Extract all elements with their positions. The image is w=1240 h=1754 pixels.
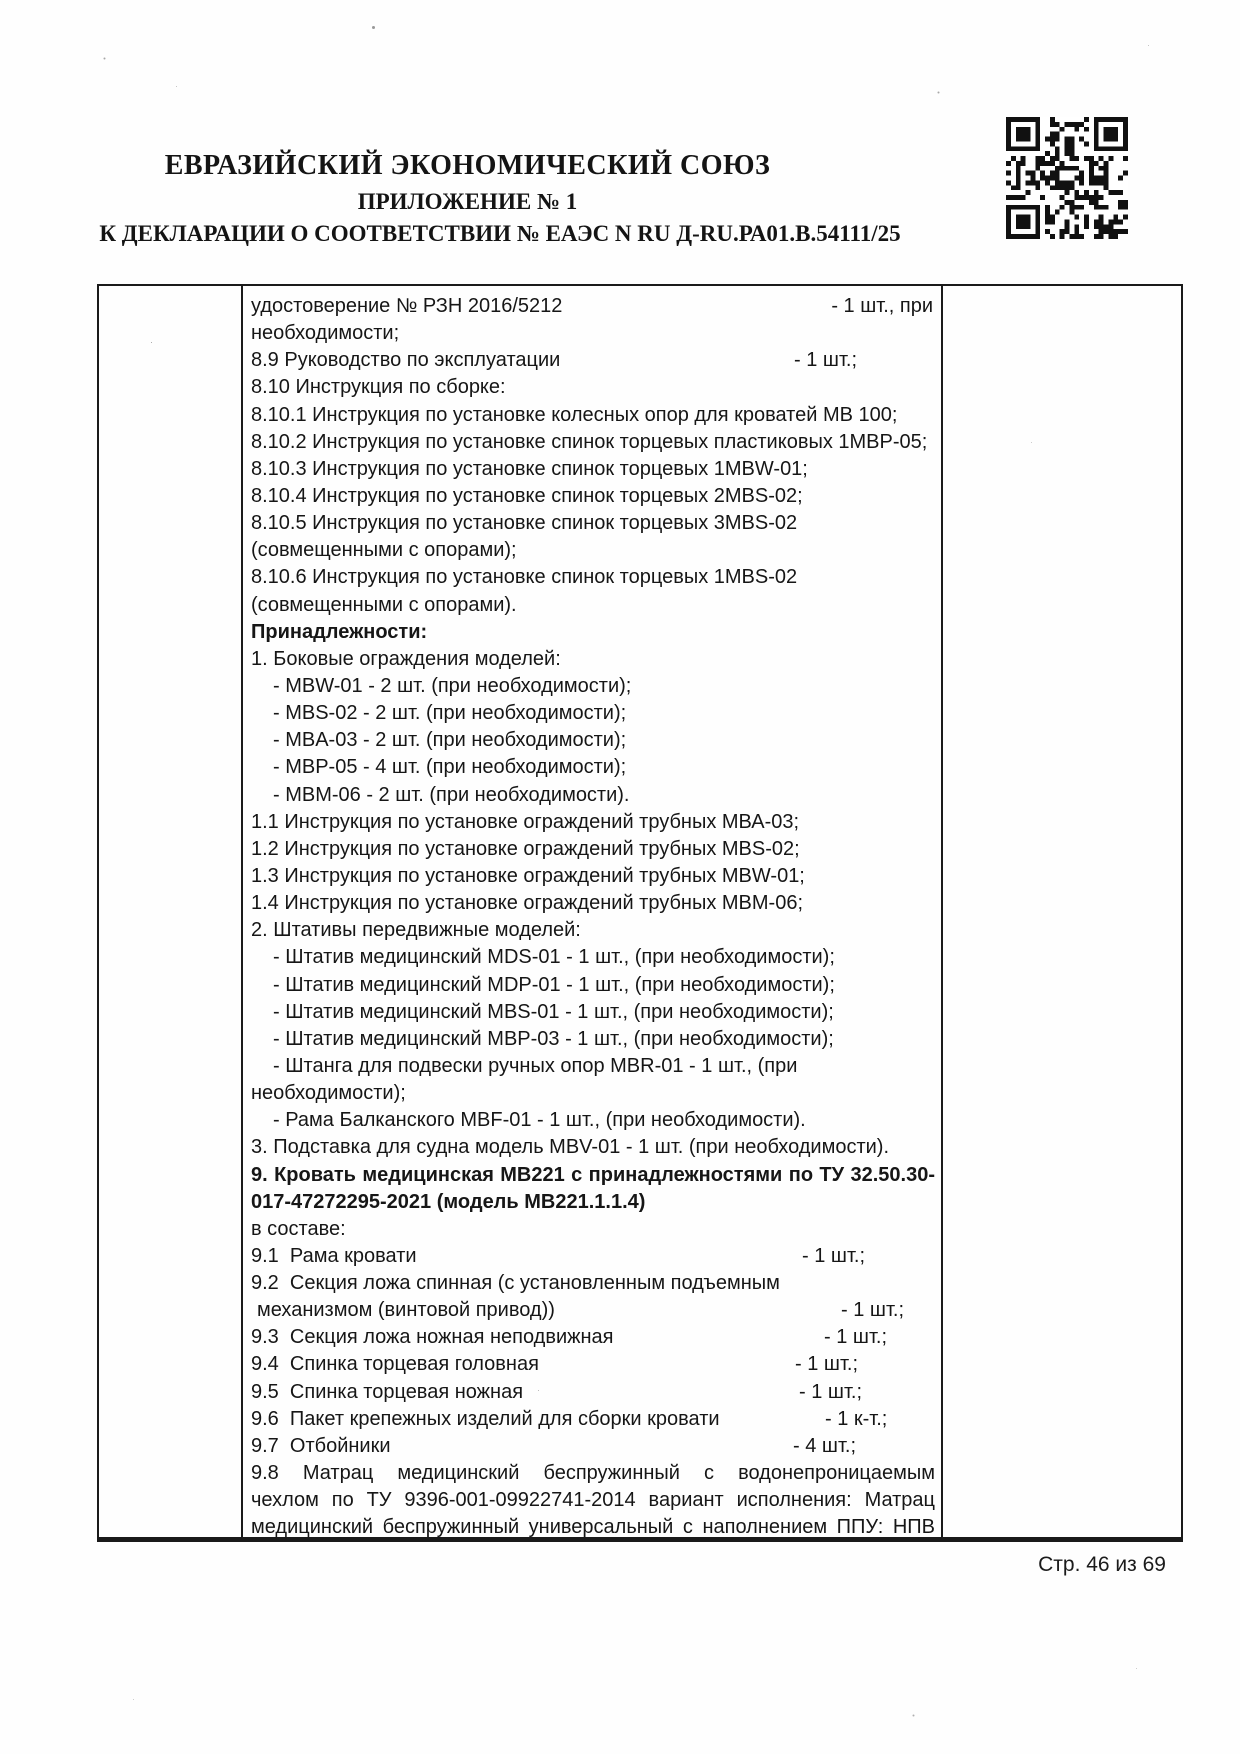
row-text: механизмом (винтовой привод)) [257,1299,555,1322]
document-header [0,150,935,247]
table-row [245,836,939,863]
header-declaration-number: К ДЕКЛАРАЦИИ О СООТВЕТСТВИИ № ЕАЭС N RU Д-RU.РА01.В.54111/25 [99,221,901,246]
row-text: 8.10 Инструкция по сборке: [251,376,506,399]
table-row [245,1243,939,1270]
row-text: чехлом по ТУ 9396-001-09922741-2014 вариант исполнения: Матрац [251,1489,935,1512]
row-quantity: - 1 шт.; [794,349,857,372]
row-text: 1. Боковые ограждения моделей: [251,647,561,670]
table-row [245,809,939,836]
row-text: (совмещенными с опорами); [251,539,517,562]
table-row [245,1107,939,1134]
table-row [245,429,939,456]
row-text: 9. Кровать медицинская МВ221 с принадлежностями по ТУ 32.50.30- [251,1163,935,1186]
row-text: 3. Подставка для судна модель MBV-01 - 1 шт. (при необходимости). [251,1136,890,1159]
row-text: 8.10.2 Инструкция по установке спинок торцевых пластиковых 1МВР-05; [251,430,928,453]
row-text: 8.10.5 Инструкция по установке спинок торцевых 3MBS-02 [251,512,798,535]
table-row [245,890,939,917]
table-row [245,1189,939,1216]
row-text: 1.4 Инструкция по установке ограждений трубных МВМ-06; [251,892,804,915]
table-row [245,293,939,320]
row-text: удостоверение № РЗН 2016/5212 [251,295,563,317]
table-row [245,917,939,944]
table-row [245,1433,939,1460]
table-row [245,1162,939,1189]
table-row [245,646,939,673]
table-row [245,374,939,401]
row-text: 9.5 Спинка торцевая ножная [251,1380,524,1403]
scan-noise [372,26,375,29]
table-row [245,1026,939,1053]
row-quantity: - 1 шт.; [824,1326,887,1349]
row-text: 9.2 Секция ложа спинная (с установленным подъемным [251,1272,780,1295]
table-row [245,1487,939,1514]
row-text: - MBP-05 - 4 шт. (при необходимости); [273,756,627,779]
items-table [97,284,1183,1542]
row-text: Принадлежности: [251,620,428,643]
row-text: 1.2 Инструкция по установке ограждений трубных MBS-02; [251,837,800,860]
table-row [245,999,939,1026]
row-quantity: - 1 шт.; [795,1353,858,1376]
table-column-divider [941,286,943,1537]
table-row [245,347,939,374]
table-row [245,754,939,781]
row-text: медицинский беспружинный универсальный с наполнением ППУ: НПВ [251,1516,935,1539]
row-text: 9.3 Секция ложа ножная неподвижная [251,1326,614,1349]
row-text: - MBA-03 - 2 шт. (при необходимости); [273,729,627,752]
table-row [245,592,939,619]
table-row [245,320,939,347]
row-text: 8.10.3 Инструкция по установке спинок торцевых 1MBW-01; [251,457,808,480]
row-text: 017-47272295-2021 (модель МВ221.1.1.4) [251,1190,646,1213]
row-text: - Штатив медицинский MDP-01 - 1 шт., (при необходимости); [273,973,835,996]
table-row [245,1460,939,1487]
row-quantity: - 1 шт., при [831,295,933,317]
table-row [245,782,939,809]
table-text-column [245,293,939,1541]
row-text: - MBM-06 - 2 шт. (при необходимости). [273,783,630,806]
table-row [245,863,939,890]
table-row [245,402,939,429]
table-row [245,537,939,564]
qr-code-icon [1006,117,1128,239]
row-quantity: - 1 шт.; [799,1380,862,1403]
row-text: (совмещенными с опорами). [251,593,517,616]
row-quantity: - 4 шт.; [793,1434,856,1457]
row-text: 8.10.1 Инструкция по установке колесных опор для кроватей МВ 100; [251,403,898,426]
row-text: 8.10.6 Инструкция по установке спинок торцевых 1MBS-02 [251,566,798,589]
row-text: 9.1 Рама кровати [251,1244,417,1267]
table-row [245,1216,939,1243]
row-quantity: - 1 к-т.; [825,1407,888,1430]
row-text: 9.6 Пакет крепежных изделий для сборки кровати [251,1407,720,1430]
table-row [245,1406,939,1433]
table-row [245,483,939,510]
table-row [245,456,939,483]
row-quantity: - 1 шт.; [802,1244,865,1267]
table-row [245,673,939,700]
row-text: 9.7 Отбойники [251,1434,391,1457]
table-row [245,1270,939,1297]
table-row [245,564,939,591]
row-text: необходимости; [251,322,400,345]
table-row [245,972,939,999]
row-text: - Штатив медицинский MBS-01 - 1 шт., (при необходимости); [273,1000,834,1023]
table-row [245,944,939,971]
page-number: Стр. 46 из 69 [1038,1553,1166,1576]
table-row [245,1134,939,1161]
row-text: 1.3 Инструкция по установке ограждений трубных MBW-01; [251,864,805,887]
table-row [245,1053,939,1080]
row-text: - Штатив медицинский МВР-03 - 1 шт., (при необходимости); [273,1027,834,1050]
table-row [245,1351,939,1378]
table-row [245,700,939,727]
row-text: 8.9 Руководство по эксплуатации [251,349,561,372]
table-row [245,1379,939,1406]
header-annex-title: ПРИЛОЖЕНИЕ № 1 [357,189,578,214]
table-row [245,1324,939,1351]
row-quantity: - 1 шт.; [841,1299,904,1322]
row-text: - Рама Балканского MBF-01 - 1 шт., (при необходимости). [273,1109,806,1132]
row-text: 9.4 Спинка торцевая головная [251,1353,539,1376]
row-text: - MBS-02 - 2 шт. (при необходимости); [273,702,627,725]
table-row [245,619,939,646]
table-row [245,510,939,537]
table-row [245,1080,939,1107]
row-text: 2. Штативы передвижные моделей: [251,919,581,942]
row-text: - MBW-01 - 2 шт. (при необходимости); [273,674,632,697]
row-text: 8.10.4 Инструкция по установке спинок торцевых 2MBS-02; [251,484,803,507]
row-text: - Штатив медицинский MDS-01 - 1 шт., (при необходимости); [273,946,835,969]
table-row [245,1514,939,1541]
row-text: необходимости); [251,1082,406,1105]
header-union-title: ЕВРАЗИЙСКИЙ ЭКОНОМИЧЕСКИЙ СОЮЗ [164,150,771,181]
row-text: 9.8 Матрац медицинский беспружинный с водонепроницаемым [251,1462,935,1485]
table-column-divider [241,286,243,1537]
row-text: в составе: [251,1217,346,1240]
row-text: - Штанга для подвески ручных опор MBR-01 - 1 шт., (при [273,1054,798,1077]
table-row [245,727,939,754]
table-row [245,1297,939,1324]
row-text: 1.1 Инструкция по установке ограждений трубных МВА-03; [251,810,800,833]
